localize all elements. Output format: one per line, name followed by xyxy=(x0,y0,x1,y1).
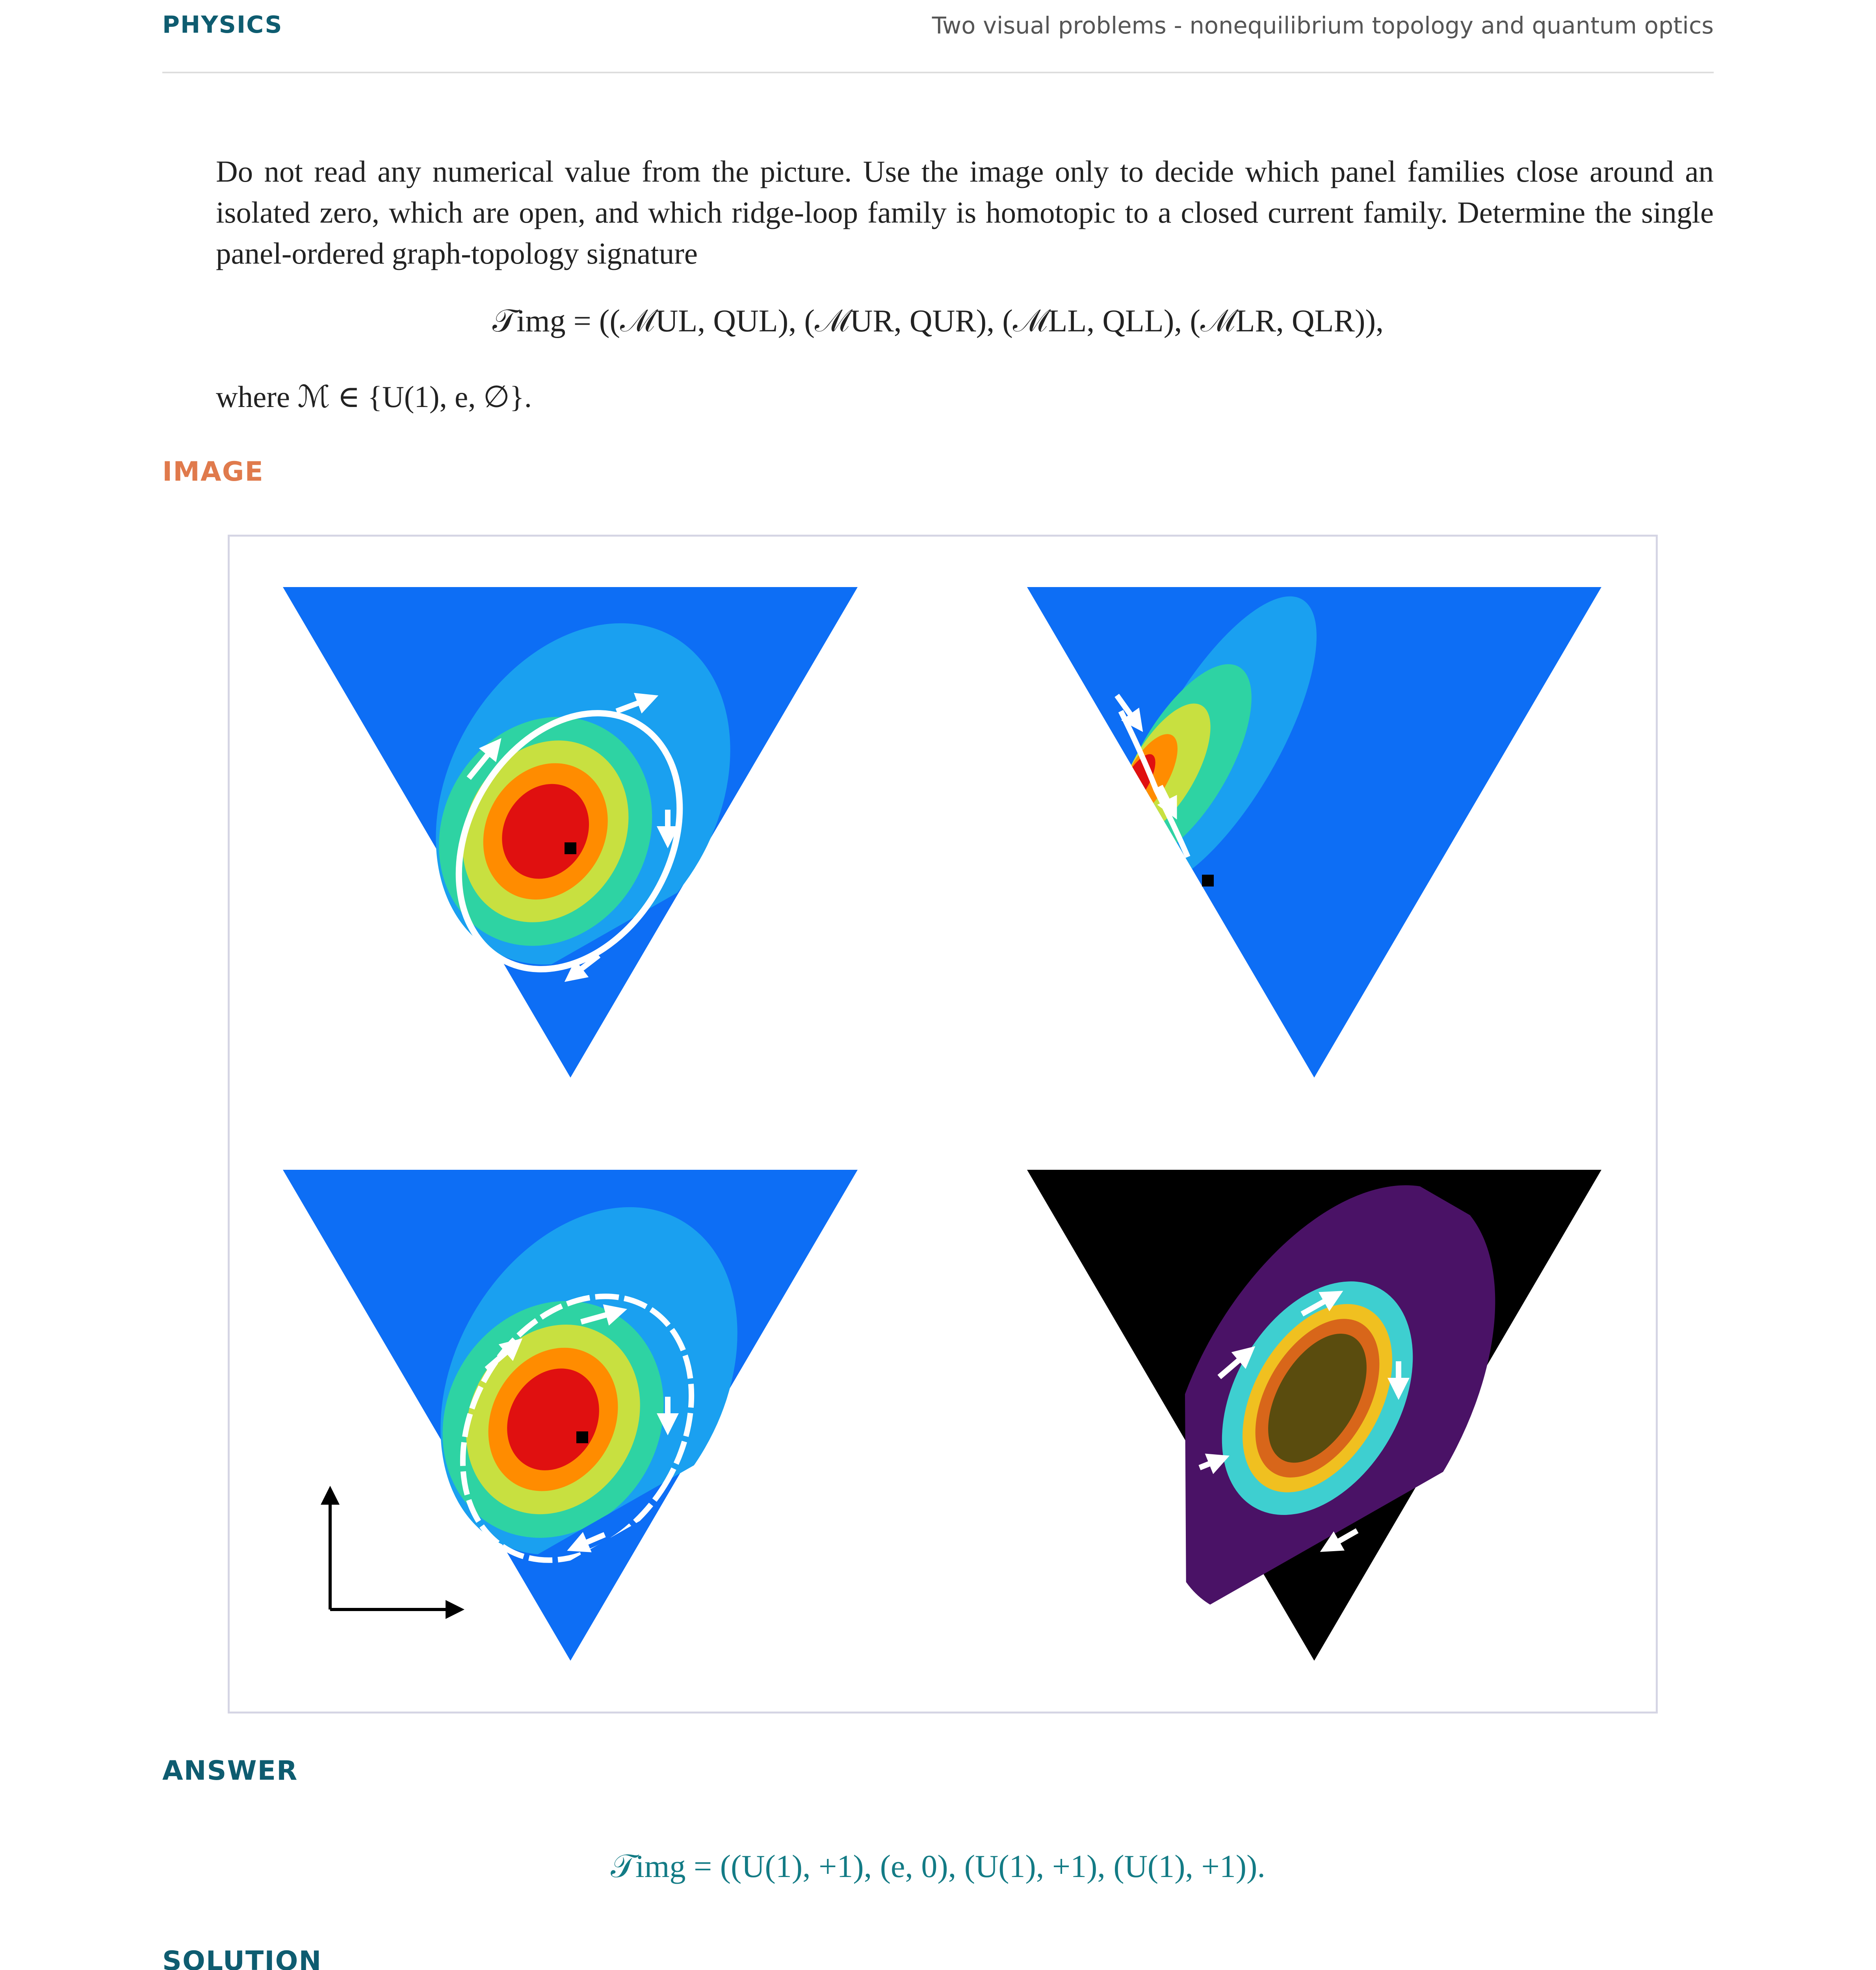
section-solution-heading: SOLUTION xyxy=(162,1946,322,1970)
section-image-heading: IMAGE xyxy=(162,456,264,487)
problem-equation-text: 𝒯img = ((ℳUL, QUL), (ℳUR, QUR), (ℳLL, QLL), (ℳLR, QLR)), xyxy=(492,304,1384,338)
problem-equation xyxy=(162,303,1714,339)
running-title: Two visual problems - nonequilibrium topology and quantum optics xyxy=(932,12,1714,39)
coordinate-axes xyxy=(330,1495,455,1609)
figure-frame xyxy=(228,535,1658,1714)
where-line: where ℳ ∈ {U(1), e, ∅}. xyxy=(216,380,532,414)
header-rule xyxy=(162,72,1714,73)
panel-lower-left xyxy=(283,1154,858,1661)
panel-ul-zero-marker xyxy=(565,842,576,854)
section-answer-heading: ANSWER xyxy=(162,1755,298,1786)
subject-label: PHYSICS xyxy=(162,11,283,39)
panel-upper-left xyxy=(283,570,858,1078)
answer-equation: 𝒯img = ((U(1), +1), (e, 0), (U(1), +1), (U(1), +1)). xyxy=(611,1848,1265,1884)
panel-ll-zero-marker xyxy=(576,1431,588,1443)
problem-paragraph: Do not read any numerical value from the picture. Use the image only to decide which panel families close around an isolated zero, which are open, and which ridge-loop family is homotopic to a closed current family. Determine the single panel-ordered graph-topology signature xyxy=(216,154,1714,270)
panel-ur-zero-marker xyxy=(1202,875,1214,886)
figure-svg xyxy=(230,537,1656,1712)
panel-upper-right xyxy=(1027,570,1601,1078)
panel-lower-right xyxy=(1027,1129,1601,1672)
